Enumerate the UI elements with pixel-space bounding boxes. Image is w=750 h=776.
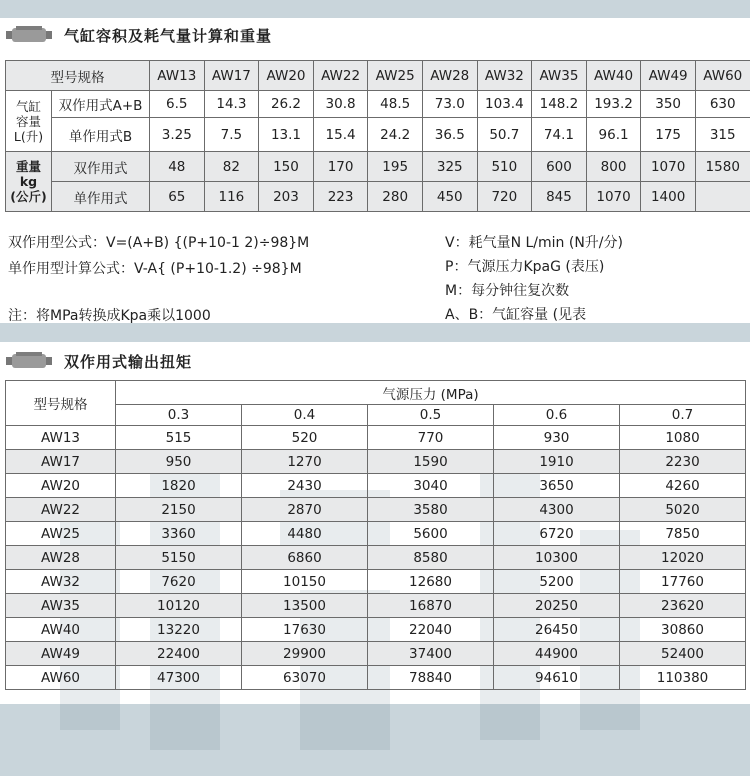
- table-cell: 280: [368, 182, 423, 212]
- table-cell: 3.25: [150, 118, 205, 152]
- table-cell: 1270: [242, 450, 368, 474]
- table-cell: 1070: [586, 182, 641, 212]
- model-label: 型号规格: [6, 61, 150, 91]
- table-cell: 325: [422, 152, 477, 182]
- pressure-label: 气源压力 (MPa): [116, 381, 746, 405]
- table-cell: 6720: [494, 522, 620, 546]
- pressure-header: 0.7: [620, 405, 746, 426]
- table-cell: 6860: [242, 546, 368, 570]
- table-cell: 24.2: [368, 118, 423, 152]
- table-row: [6, 522, 746, 546]
- model-cell: AW20: [6, 474, 116, 498]
- table-cell: 22040: [368, 618, 494, 642]
- table-cell: 37400: [368, 642, 494, 666]
- legend-p: P：气源压力KpaG (表压): [445, 259, 605, 275]
- model-cell: AW32: [6, 570, 116, 594]
- table-cell: 450: [422, 182, 477, 212]
- table-cell: 73.0: [422, 91, 477, 118]
- table-cell: 1400: [641, 182, 696, 212]
- table-cell: 47300: [116, 666, 242, 690]
- table-cell: 48.5: [368, 91, 423, 118]
- table-cell: 148.2: [532, 91, 587, 118]
- table-row: [6, 546, 746, 570]
- model-header: AW25: [368, 61, 423, 91]
- table-cell: 175: [641, 118, 696, 152]
- table-cell: 2870: [242, 498, 368, 522]
- volume-weight-table: [5, 60, 750, 212]
- section-title-torque: [6, 348, 192, 374]
- table-cell: 36.5: [422, 118, 477, 152]
- model-header: AW35: [532, 61, 587, 91]
- legend-ab: A、B：气缸容量 (见表: [445, 307, 587, 323]
- section-title-volume: [6, 22, 272, 48]
- table-cell: 193.2: [586, 91, 641, 118]
- table-cell: 16870: [368, 594, 494, 618]
- table-cell: 22400: [116, 642, 242, 666]
- model-cell: AW40: [6, 618, 116, 642]
- table-cell: 17760: [620, 570, 746, 594]
- model-cell: AW17: [6, 450, 116, 474]
- table-cell: 44900: [494, 642, 620, 666]
- weight-group-label: 重量 kg (公斤): [6, 152, 52, 212]
- model-header: AW20: [259, 61, 314, 91]
- table-cell: 110380: [620, 666, 746, 690]
- table-cell: 2150: [116, 498, 242, 522]
- table-cell: 520: [242, 426, 368, 450]
- table-cell: 3650: [494, 474, 620, 498]
- table-cell: [695, 182, 750, 212]
- table-cell: 7.5: [204, 118, 259, 152]
- table-cell: 94610: [494, 666, 620, 690]
- model-header: AW40: [586, 61, 641, 91]
- table-cell: 103.4: [477, 91, 532, 118]
- table-row: [6, 570, 746, 594]
- model-cell: AW13: [6, 426, 116, 450]
- cylinder-group-label: 气缸 容量 L(升): [6, 91, 52, 152]
- table-cell: 720: [477, 182, 532, 212]
- section-title-text: 双作用式输出扭矩: [64, 352, 193, 371]
- table-row: [6, 594, 746, 618]
- section-title-text: 气缸容积及耗气量计算和重量: [64, 26, 273, 45]
- table-cell: 116: [204, 182, 259, 212]
- table-cell: 5020: [620, 498, 746, 522]
- table-cell: 315: [695, 118, 750, 152]
- table-cell: 48: [150, 152, 205, 182]
- table-cell: 510: [477, 152, 532, 182]
- model-cell: AW35: [6, 594, 116, 618]
- table-cell: 515: [116, 426, 242, 450]
- table-cell: 6.5: [150, 91, 205, 118]
- table-cell: 223: [313, 182, 368, 212]
- model-header: AW22: [313, 61, 368, 91]
- table-cell: 78840: [368, 666, 494, 690]
- table-cell: 1590: [368, 450, 494, 474]
- table-row: [6, 426, 746, 450]
- table-cell: 3580: [368, 498, 494, 522]
- table-cell: 13220: [116, 618, 242, 642]
- table-cell: 5600: [368, 522, 494, 546]
- table-cell: 50.7: [477, 118, 532, 152]
- model-cell: AW22: [6, 498, 116, 522]
- table-cell: 13500: [242, 594, 368, 618]
- table-cell: 29900: [242, 642, 368, 666]
- table-cell: 96.1: [586, 118, 641, 152]
- model-cell: AW49: [6, 642, 116, 666]
- table-cell: 950: [116, 450, 242, 474]
- pressure-header: 0.4: [242, 405, 368, 426]
- table-cell: 930: [494, 426, 620, 450]
- model-header: AW17: [204, 61, 259, 91]
- table-row: [6, 474, 746, 498]
- row-label: 双作用式A+B: [52, 91, 150, 118]
- model-header: AW13: [150, 61, 205, 91]
- model-header: AW60: [695, 61, 750, 91]
- table-cell: 20250: [494, 594, 620, 618]
- model-header: AW28: [422, 61, 477, 91]
- table-cell: 1580: [695, 152, 750, 182]
- pressure-header: 0.3: [116, 405, 242, 426]
- table-cell: 3360: [116, 522, 242, 546]
- table-cell: 74.1: [532, 118, 587, 152]
- model-cell: AW28: [6, 546, 116, 570]
- model-cell: AW60: [6, 666, 116, 690]
- table-cell: 17630: [242, 618, 368, 642]
- table-cell: 1070: [641, 152, 696, 182]
- table-cell: 770: [368, 426, 494, 450]
- actuator-icon: [6, 26, 52, 44]
- pressure-header: 0.5: [368, 405, 494, 426]
- table-cell: 15.4: [313, 118, 368, 152]
- table-cell: 4260: [620, 474, 746, 498]
- table-cell: 845: [532, 182, 587, 212]
- torque-table: [5, 380, 746, 690]
- table-cell: 65: [150, 182, 205, 212]
- table-cell: 8580: [368, 546, 494, 570]
- model-header: AW49: [641, 61, 696, 91]
- table-cell: 4480: [242, 522, 368, 546]
- table-cell: 203: [259, 182, 314, 212]
- table-cell: 170: [313, 152, 368, 182]
- table-cell: 5200: [494, 570, 620, 594]
- table-cell: 600: [532, 152, 587, 182]
- table-row: [6, 666, 746, 690]
- table-cell: 14.3: [204, 91, 259, 118]
- table-cell: 13.1: [259, 118, 314, 152]
- actuator-icon: [6, 352, 52, 370]
- table-cell: 26.2: [259, 91, 314, 118]
- table-cell: 12680: [368, 570, 494, 594]
- table-row: [6, 618, 746, 642]
- table-cell: 12020: [620, 546, 746, 570]
- formula-single: 单作用型计算公式：V-A{ (P+10-1.2) ÷98}M: [8, 261, 302, 277]
- table-cell: 2230: [620, 450, 746, 474]
- table-cell: 7850: [620, 522, 746, 546]
- table-row: [6, 642, 746, 666]
- table-cell: 52400: [620, 642, 746, 666]
- table-cell: 82: [204, 152, 259, 182]
- legend-m: M：每分钟往复次数: [445, 283, 570, 299]
- pressure-header: 0.6: [494, 405, 620, 426]
- table-cell: 26450: [494, 618, 620, 642]
- table-cell: 630: [695, 91, 750, 118]
- row-label: 单作用式: [52, 182, 150, 212]
- table-cell: 350: [641, 91, 696, 118]
- table-cell: 1910: [494, 450, 620, 474]
- table-row: [6, 498, 746, 522]
- formula-note: 注：将MPa转换成Kpa乘以1000: [8, 308, 211, 324]
- table-cell: 10300: [494, 546, 620, 570]
- model-cell: AW25: [6, 522, 116, 546]
- table-cell: 3040: [368, 474, 494, 498]
- formula-double: 双作用型公式：V=(A+B) {(P+10-1 2)÷98}M: [8, 235, 310, 251]
- row-label: 双作用式: [52, 152, 150, 182]
- table-cell: 10120: [116, 594, 242, 618]
- table-cell: 30860: [620, 618, 746, 642]
- table-cell: 2430: [242, 474, 368, 498]
- table-cell: 30.8: [313, 91, 368, 118]
- table-cell: 7620: [116, 570, 242, 594]
- table-cell: 150: [259, 152, 314, 182]
- table-row: [6, 450, 746, 474]
- model-label: 型号规格: [6, 381, 116, 426]
- table-cell: 23620: [620, 594, 746, 618]
- table-cell: 195: [368, 152, 423, 182]
- table-cell: 10150: [242, 570, 368, 594]
- model-header: AW32: [477, 61, 532, 91]
- table-cell: 800: [586, 152, 641, 182]
- table-cell: 1820: [116, 474, 242, 498]
- table-cell: 63070: [242, 666, 368, 690]
- row-label: 单作用式B: [52, 118, 150, 152]
- table-cell: 4300: [494, 498, 620, 522]
- legend-v: V：耗气量N L/min (N升/分): [445, 235, 623, 251]
- table-cell: 1080: [620, 426, 746, 450]
- table-cell: 5150: [116, 546, 242, 570]
